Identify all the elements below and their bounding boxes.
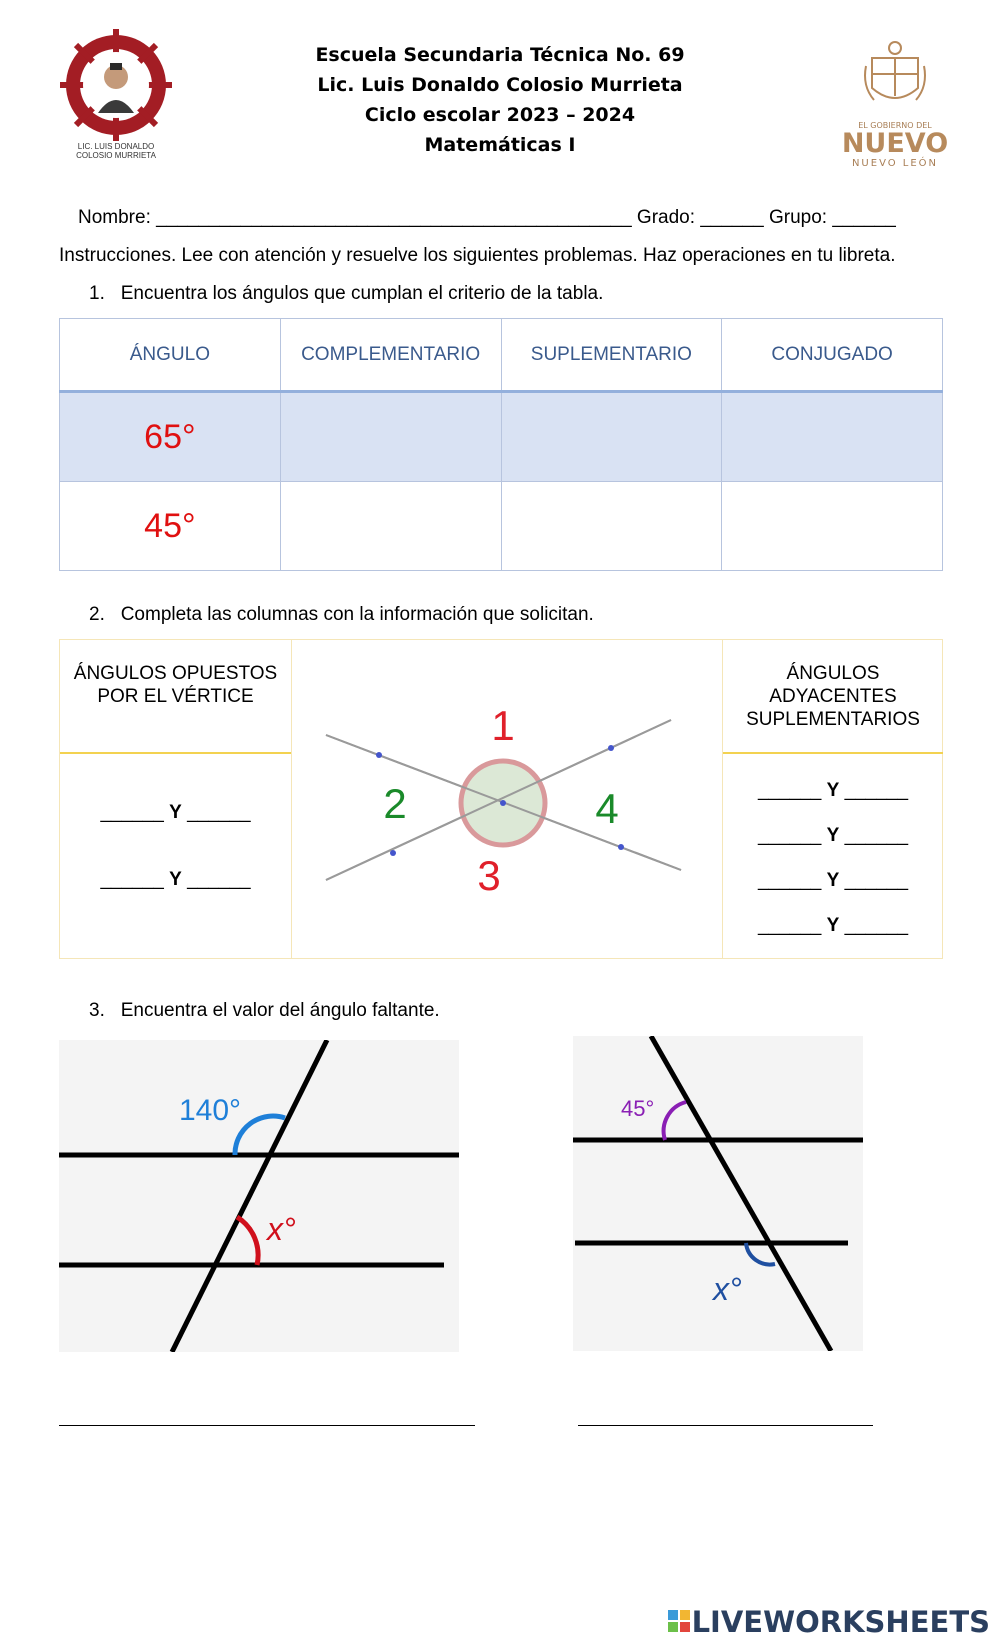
question-text: Completa las columnas con la información que solicitan. [120, 604, 594, 625]
answer-pair[interactable]: ______ Y ______ [757, 780, 909, 801]
figure-2 [573, 1036, 863, 1351]
svg-text:LIC. LUIS DONALDO: LIC. LUIS DONALDO [77, 142, 155, 151]
given-angle-label: 140° [179, 1094, 242, 1127]
svg-text:COLOSIO MURRIETA: COLOSIO MURRIETA [76, 151, 156, 160]
header-conjugado: CONJUGADO [722, 319, 943, 392]
school-patron: Lic. Luis Donaldo Colosio Murrieta [317, 74, 683, 96]
complementario-cell[interactable] [280, 392, 501, 482]
student-info-line [78, 207, 896, 229]
label-4: 4 [595, 785, 619, 832]
left-column-header: ÁNGULOS OPUESTOS POR EL VÉRTICE [60, 640, 291, 754]
parallel-lines-figure-1 [59, 1040, 459, 1352]
answer-line-1[interactable] [59, 1425, 475, 1426]
grupo-field[interactable]: ______ [832, 207, 896, 228]
nombre-field[interactable]: _____________________________________________ [156, 207, 632, 228]
parallel-lines-figure-2 [573, 1036, 863, 1351]
header-angulo: ÁNGULO [60, 319, 281, 392]
answer-pair[interactable]: ______ Y ______ [757, 915, 909, 936]
question-text: Encuentra el valor del ángulo faltante. [120, 1000, 440, 1021]
school-year: Ciclo escolar 2023 – 2024 [364, 104, 636, 126]
government-logo [840, 36, 950, 169]
left-column [60, 640, 292, 958]
header-suplementario: SUPLEMENTARIO [501, 319, 722, 392]
angles-table [59, 318, 943, 571]
answer-line-2[interactable] [578, 1425, 873, 1426]
label-2: 2 [383, 780, 407, 827]
table-header-row [60, 319, 943, 392]
subject: Matemáticas I [424, 134, 576, 156]
conjugado-cell[interactable] [722, 392, 943, 482]
question-1 [89, 283, 603, 305]
grado-label: Grado: [631, 207, 701, 228]
grado-field[interactable]: ______ [700, 207, 764, 228]
question-3 [89, 1000, 440, 1022]
instructions: Instrucciones. Lee con atención y resuelve los siguientes problemas. Haz operaciones en tu libreta. [59, 245, 896, 266]
right-column [722, 640, 943, 958]
diagram-column [291, 640, 722, 958]
question-2 [89, 604, 594, 626]
gov-state: NUEVO LEÓN [851, 158, 939, 169]
angles-columns-table [59, 639, 943, 959]
label-1: 1 [491, 702, 515, 749]
school-name: Escuela Secundaria Técnica No. 69 [315, 44, 685, 66]
unknown-angle-label: x° [267, 1211, 296, 1247]
right-column-header: ÁNGULOS ADYACENTES SUPLEMENTARIOS [723, 640, 943, 754]
transversal [172, 1040, 327, 1352]
intersecting-lines-diagram [291, 640, 722, 958]
answer-pair[interactable]: ______ Y ______ [757, 870, 909, 891]
table-row [60, 482, 943, 571]
liveworksheets-logo-icon [668, 1610, 692, 1634]
question-number: 3. [89, 1000, 105, 1021]
question-number: 1. [89, 283, 105, 304]
answer-pair[interactable]: ______ Y ______ [100, 869, 251, 890]
nombre-label: Nombre: [78, 207, 157, 228]
liveworksheets-brand [668, 1605, 990, 1639]
given-angle-arc [664, 1102, 686, 1140]
conjugado-cell[interactable] [722, 482, 943, 571]
angle-value: 65° [60, 392, 281, 482]
complementario-cell[interactable] [280, 482, 501, 571]
question-text: Encuentra los ángulos que cumplan el criterio de la tabla. [120, 283, 604, 304]
suplementario-cell[interactable] [501, 392, 722, 482]
answer-pair[interactable]: ______ Y ______ [100, 802, 251, 823]
answer-pair[interactable]: ______ Y ______ [757, 825, 909, 846]
coat-of-arms-icon [860, 36, 930, 116]
unknown-angle-arc [237, 1217, 258, 1265]
gov-brand: NUEVO [841, 128, 949, 159]
angle-value: 45° [60, 482, 281, 571]
unknown-angle-label: x° [713, 1271, 742, 1307]
header-complementario: COMPLEMENTARIO [280, 319, 501, 392]
gov-label: EL GOBIERNO DEL [858, 121, 932, 130]
label-3: 3 [477, 852, 501, 899]
figure-1 [59, 1040, 459, 1352]
given-angle-label: 45° [621, 1096, 655, 1121]
brand-text: LIVEWORKSHEETS [691, 1605, 990, 1639]
question-number: 2. [89, 604, 105, 625]
suplementario-cell[interactable] [501, 482, 722, 571]
table-row [60, 392, 943, 482]
grupo-label: Grupo: [763, 207, 833, 228]
